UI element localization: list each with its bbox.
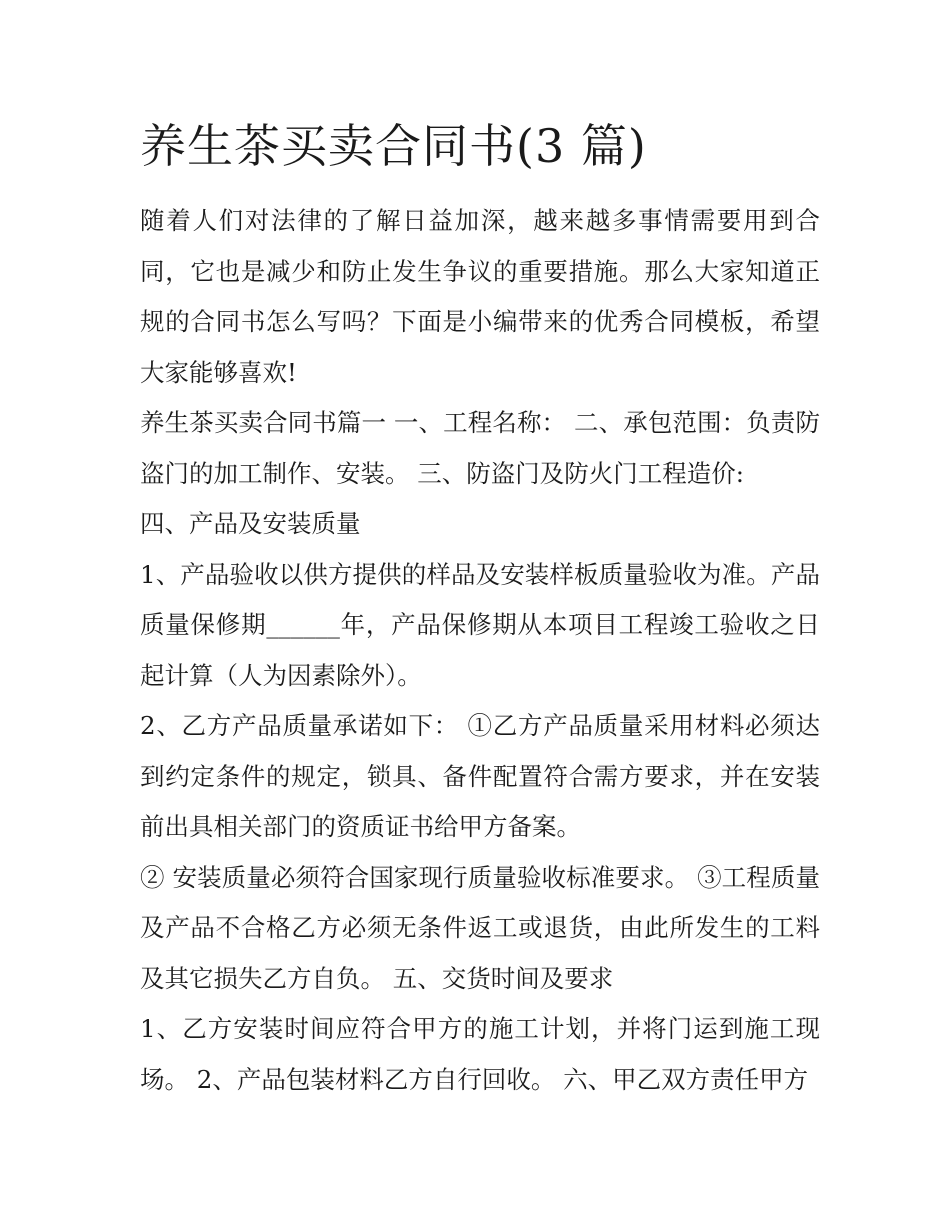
paragraph-section-four: 四、产品及安装质量 bbox=[140, 509, 361, 538]
paragraph-part-one: 养生茶买卖合同书篇一 一、工程名称： 二、承包范围：负责防盗门的加工制作、安装。 三、防盗门及防火门工程造价: bbox=[140, 408, 820, 488]
paragraph-item-1: 1、产品验收以供方提供的样品及安装样板质量验收为准。产品质量保修期______年，产品保修期从本项目工程竣工验收之日起计算（人为因素除外）。 bbox=[140, 559, 820, 690]
paragraph-item-3: ② 安装质量必须符合国家现行质量验收标准要求。 ③工程质量及产品不合格乙方必须无条件返工或退货，由此所发生的工料及其它损失乙方自负。 五、交货时间及要求 bbox=[140, 862, 820, 993]
paragraph-item-4: 1、乙方安装时间应符合甲方的施工计划，并将门运到施工现场。 2、产品包装材料乙方自行回收。 六、甲乙双方责任甲方 bbox=[140, 1014, 820, 1094]
document-title: 养生茶买卖合同书(3 篇) bbox=[140, 119, 647, 173]
document-page bbox=[140, 110, 820, 1105]
paragraph-intro: 随着人们对法律的了解日益加深，越来越多事情需要用到合同，它也是减少和防止发生争议的重要措施。那么大家知道正规的合同书怎么写吗？下面是小编带来的优秀合同模板，希望大家能够喜欢! bbox=[140, 206, 820, 387]
paragraph-item-2: 2、乙方产品质量承诺如下： ①乙方产品质量采用材料必须达到约定条件的规定，锁具、备件配置符合需方要求，并在安装前出具相关部门的资质证书给甲方备案。 bbox=[140, 711, 820, 841]
